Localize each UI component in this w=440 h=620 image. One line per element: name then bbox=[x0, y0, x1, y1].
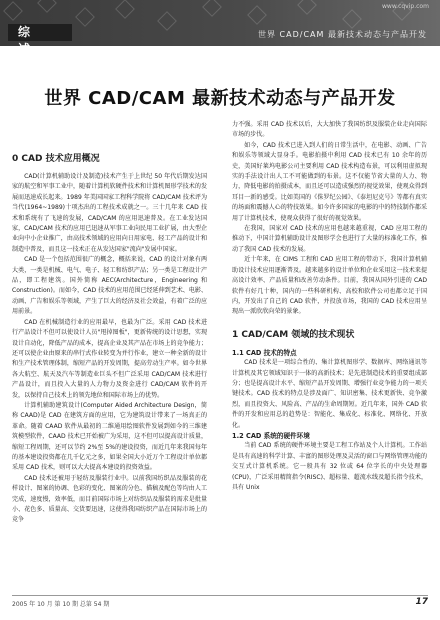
paragraph: 力不强。采用 CAD 技术以后，大大加快了我国纺织及服装企业走向国际市场的步伐。 bbox=[232, 121, 427, 139]
issue-info: 2005 年 10 月 第 10 期 总第 54 期 bbox=[12, 601, 110, 608]
header-banner bbox=[0, 0, 440, 56]
watermark: www.cqvip.com bbox=[382, 3, 429, 10]
page-footer bbox=[12, 595, 428, 607]
paragraph: 计算机辅助建筑设计(Computer Aided Architecture Design，简称 CAAD)是 CAD 在建筑方面的应用，它为建筑设计带来了一场真正的革命。随着 CAAD 软件从最初的二维通用绘图软件发展到如今的三维建筑模型软件，CAAD 技术已开始被广为采用，这不但可以提高设计质量，缩短工程周期，还可以节约 2%至 5%的建设投资，而近几年来我国每年的基本建设投资都在几千亿元之多，如果全国大小近万个工程设计单位都采用 CAD 技术，则可以大大提高本建设的投资效益。 bbox=[12, 401, 207, 472]
paragraph: CAD(计算机辅助设计及制造)技术产生于上世纪 50 年代后期发达国家的航空和军事工业中，随着计算机软硬件技术和计算机图形学技术的发展而迅速成长起来。1989 年美国国家工程科学院将 CAD/CAM 技术评为当代(1964~1989)十项杰出的工程技术成就之一。三十几年来 CAD 技术和系统有了飞速的发展，CAD/CAM 的应用迅速普及。在工业发达国家，CAD/CAM 技术的应用已迅速从军事工业向民用工业扩展，由大型企业向中小企业推广，由高技术领域的应用向日用家电、轻工产品的设计和制造中普及，而且这一技术正在从发达国家"流向"发展中国家。 bbox=[12, 173, 207, 253]
paragraph: 近十年来，在 CIMS 工程和 CAD 应用工程的带动下，我国计算机辅助设计技术应用逐渐普及。越来越多的设计单位和企业采用这一技术来提高设计效率、产品质量和改善劳动条件。目前，我国从国外引进的 CAD 软件有好几十种，国内的一些科研机构、高校和软件公司也都立足于国内，开发出了自己的 CAD 软件，并投放市场，我国的 CAD 技术应用呈现出一派欣欣向荣的景象。 bbox=[232, 256, 427, 316]
subsection-heading: 1.2 CAD 系统的硬件环境 bbox=[232, 431, 310, 440]
paragraph: 如今，CAD 技术已进入到人们的日常生活中，在电影、动画、广告和娱乐等领域大显身手。电影拍摄中利用 CAD 技术已有 10 余年的历史，美国好莱坞电影公司主要利用 CAD 技术构造布景，可以利用虚拟现实的手法设计出人工不可能做到的布景。这不仅能节省大量的人力、物力，降低电影的拍摄成本，而且还可以造成强烈的视觉效果，使观众得到耳目一新的感受。比如美国的《侏罗纪公园》、《泰坦尼克号》等都有真实的场面和震撼人心的特技效果。如今许多国家的电影的中的特技制作都采用了计算机技术，使观众获得了很好的视觉效果。 bbox=[232, 141, 427, 222]
section-heading: 0 CAD 技术应用概况 bbox=[12, 154, 100, 164]
paragraph: 当前 CAD 系统的硬件环境主要是工程工作站及个人计算机。工作站是具有高速的科学计算、丰富的图形处理及灵活的窗口与网络管理功能的交互式计算机系统。它一般具有 32 位或 64 位字长的中央处理器(CPU)，广泛采用精简指令(RISC)、超标量、超流水线及超长指令技术，具有 Unix bbox=[232, 442, 427, 491]
right-column bbox=[232, 120, 427, 590]
subsection-heading: 1.1 CAD 技术的特点 bbox=[232, 348, 297, 357]
journal-running-title: 世界 CAD/CAM 最新技术动态与产品开发 bbox=[258, 30, 427, 39]
paragraph: CAD 技术是一项综合性的、集计算机图形学、数据库、网络通讯等计算机及其它领域知识于一体的高新技术；是先进制造技术的重要组成部分；也是提高设计水平、缩短产品开发周期、增强行业竞争能力的一项关键技术。CAD 技术的特点是涉及面广、知识密集、技术更新快、竞争激烈，而且投资大、风险高、产品的生命周期短。近几年来，国外 CAD 软件的开发和应用总的趋势是：智能化、集成化、标准化、网络化、开放化。 bbox=[232, 359, 427, 429]
section-tag: 综 述 bbox=[8, 24, 72, 41]
paragraph: CAD 在机械制造行业的应用最早，也最为广泛。采用 CAD 技术进行产品设计不但可以使设计人员"甩掉图板"，更新传统的设计思想，实现设计自动化，降低产品的成本，提高企业及其产品在市场上的竞争能力；还可以使企业由原来的串行式作业转变为并行作业，建立一种全新的设计和生产技术管理体制，缩短产品的开发周期，提高劳动生产率。如今世界各大航空、航天及汽车等制造业巨头不但广泛采用 CAD/CAM 技术进行产品设计，而且投入大量的人力物力及资金进行 CAD/CAM 软件的开发，以保持自己技术上的领先地位和国际市场上的优势。 bbox=[12, 318, 207, 399]
paragraph: 在我国，国家对 CAD 技术的应用也越来越重视，CAD 应用工程的推动下，中国计算机辅助设计及图形学会也进行了大量的标准化工作，推动了我国 CAD 技术的发展。 bbox=[232, 225, 427, 253]
left-column bbox=[12, 120, 207, 580]
page-number: 17 bbox=[415, 597, 428, 607]
paragraph: CAD 是一个包括范围很广的概念，概括来说，CAD 的设计对象有两大类，一类是机械、电气、电子、轻工和纺织产品；另一类是工程设计产品，即工程建筑。国外简称 AEC(Architecture，Engineering 和 Construction)。而如今，CAD 技术的应用范围已经延伸到艺术、电影、动画、广告和娱乐等领域，产生了巨大的经济及社会效益，有着广泛的应用前景。 bbox=[12, 256, 207, 316]
article-title: 世界 CAD/CAM 最新技术动态与产品开发 bbox=[44, 88, 396, 109]
section-heading: 1 CAD/CAM 领域的技术现状 bbox=[232, 329, 355, 340]
paragraph: CAD 技术还被用于轻纺及服装行业中。以前我国纺织品及服装的花样设计、图案的协调、色彩的变化、图案的分色、描稿及配色等均由人工完成，速度慢，效率低，而目前国际市场上对纺织品及服装的需求是批量小、花色多、质量高、交货要迅速，这使得我国纺织产品在国际市场上的竞争 bbox=[12, 474, 207, 524]
